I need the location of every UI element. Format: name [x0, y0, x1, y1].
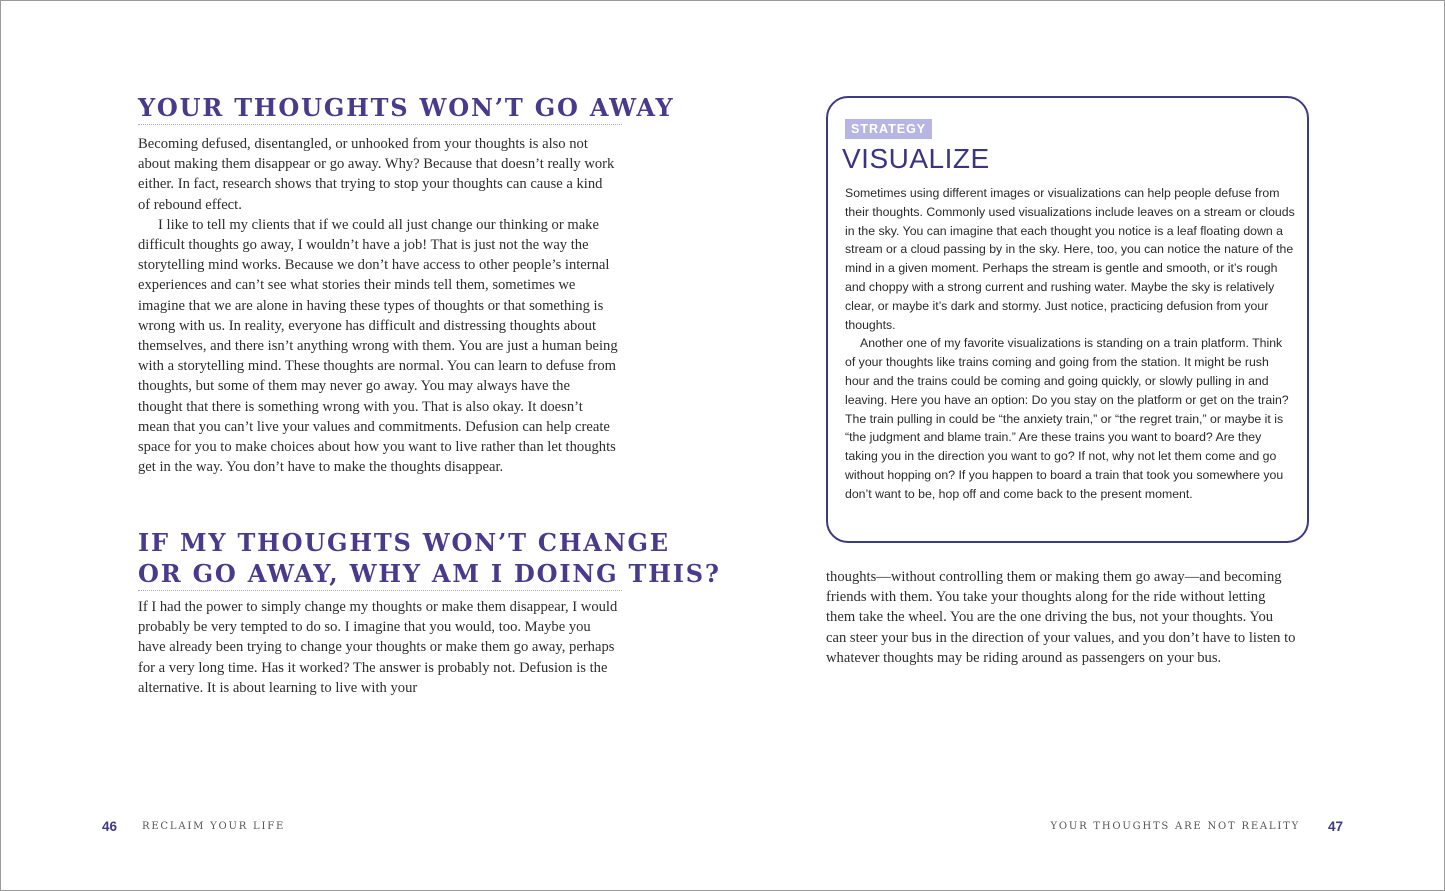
heading-line: IF MY THOUGHTS WON’T CHANGE	[138, 528, 670, 557]
paragraph: Another one of my favorite visualizations is standing on a train platform. Think of your thoughts like trains coming and going from the station. It might be rush hour and the trains could be coming and going quickly, or slowly pulling in and leaving. Here you have an option: Do you stay on the platform or get on the train? The train pulling in could be “the anxiety train,” or “the regret train,” or maybe it is “the judgment and blame train.” Are these trains you want to board? Are they taking you in the direction you want to go? If not, why not let them come and go without hopping on? If you happen to board a train that took you somewhere you don’t want to be, hop off and come back to the present moment.	[845, 336, 1289, 501]
paragraph: Becoming defused, disentangled, or unhooked from your thoughts is also not about making them disappear or go away. Why? Because that doesn’t really work either. In fact, research shows that trying to stop your thoughts can cause a kind of rebound effect.	[138, 136, 615, 213]
paragraph: If I had the power to simply change my thoughts or make them disappear, I would probably be very tempted to do so. I imagine that you would, too. Maybe you have already been trying to change your thoughts or make them go away, perhaps for a very long time. Has it worked? The answer is probably not. Defusion is the alternative. It is about learning to live with your	[138, 599, 618, 696]
running-head-right: YOUR THOUGHTS ARE NOT REALITY	[1050, 821, 1300, 832]
section1-body	[138, 134, 618, 477]
section-heading-thoughts-wont-go-away	[138, 92, 675, 125]
paragraph: thoughts—without controlling them or making them go away—and becoming friends with them. You take your thoughts along for the ride without letting them take the wheel. You are the one driving the bus, not your thoughts. You can steer your bus in the direction of your values, and you don’t have to listen to whatever thoughts may be riding around as passengers on your bus.	[826, 569, 1296, 666]
continuation-body	[826, 567, 1296, 668]
strategy-sidebar-box	[826, 96, 1309, 543]
paragraph: I like to tell my clients that if we could all just change our thinking or make difficult thoughts go away, I wouldn’t have a job! That is just not the way the storytelling mind works. Because we don’t have access to other people’s internal experiences and can’t see what stories their minds tell them, sometimes we imagine that we are alone in having these types of thoughts or that something is wrong with us. In reality, everyone has difficult and distressing thoughts about themselves, and there isn’t anything wrong with them. You are just a human being with a storytelling mind. These thoughts are normal. You can learn to defuse from thoughts, but some of them may never go away. You may always have the thought that there is something wrong with you. That is also okay. It doesn’t mean that you can’t live your values and commitments. Defusion can help create space for you to make choices about how you want to live rather than let thoughts get in the way. You don’t have to make the thoughts disappear.	[138, 216, 618, 476]
heading-line: OR GO AWAY, WHY AM I DOING THIS?	[138, 559, 721, 588]
page-number-left: 46	[102, 819, 118, 834]
page-number-right: 47	[1328, 819, 1344, 834]
section2-body	[138, 597, 618, 698]
section-heading-why-am-i-doing-this	[138, 527, 721, 591]
heading-line: YOUR THOUGHTS WON’T GO AWAY	[138, 93, 675, 122]
strategy-title: VISUALIZE	[842, 143, 990, 174]
paragraph: Sometimes using different images or visualizations can help people defuse from their thoughts. Commonly used visualizations include leaves on a stream or clouds in the sky. You can imagine that each thought you notice is a leaf floating down a stream or a cloud passing by in the sky. Here, too, you can notice the nature of the mind in a given moment. Perhaps the stream is gentle and smooth, or it’s rough and choppy with a strong current and rushing water. Maybe the sky is relatively clear, or maybe it’s dark and stormy. Just notice, practicing defusion from your thoughts.	[845, 186, 1295, 332]
running-head-left: RECLAIM YOUR LIFE	[142, 821, 286, 832]
strategy-body	[845, 184, 1295, 504]
strategy-tag: STRATEGY	[845, 119, 932, 139]
